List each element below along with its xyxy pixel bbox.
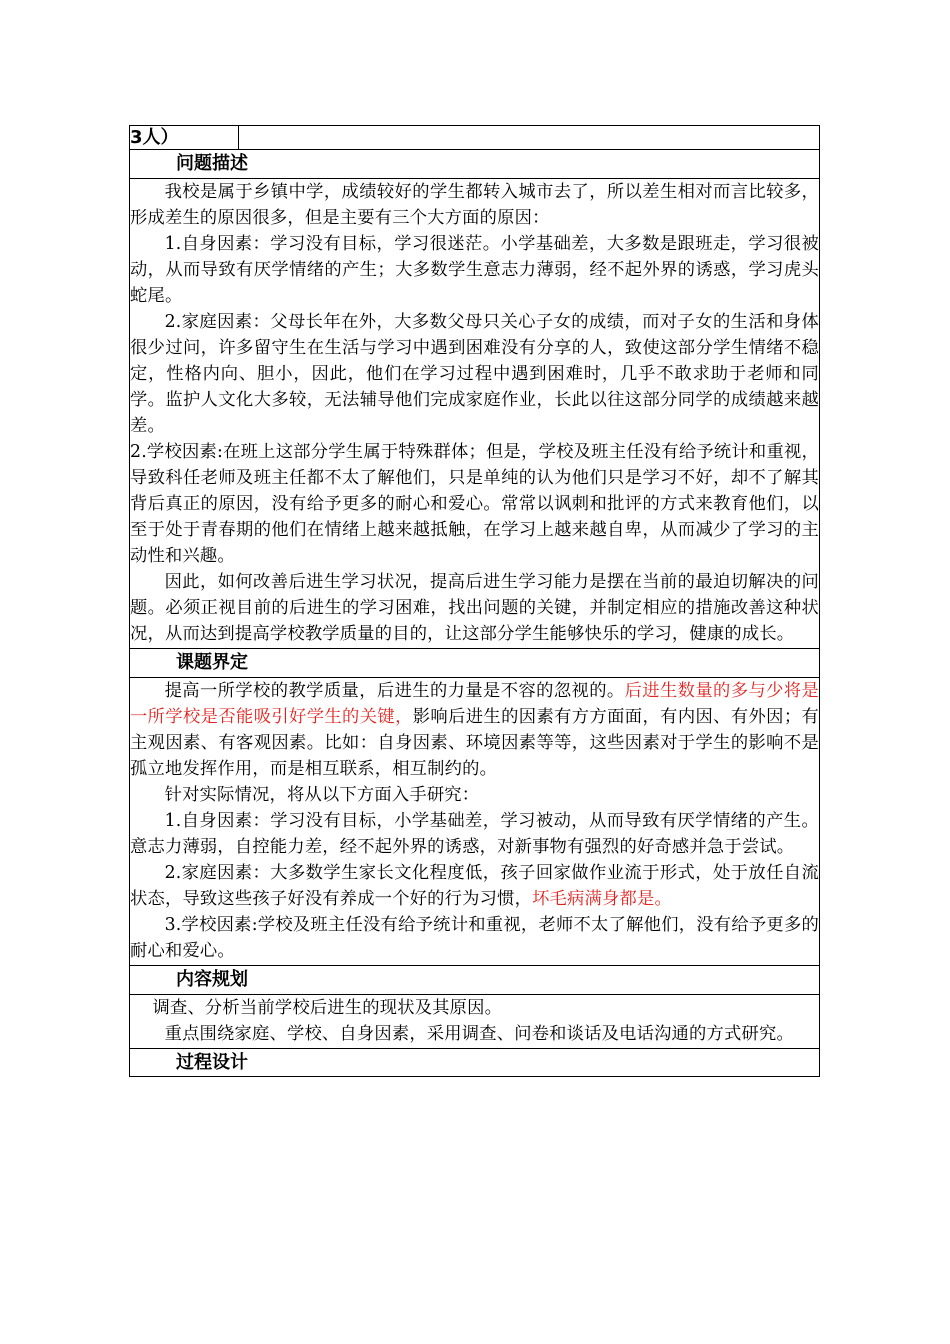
paragraph: 因此，如何改善后进生学习状况，提高后进生学习能力是摆在当前的最迫切解决的问题。必须正视目前的后进生的学习困难，找出问题的关键，并制定相应的措施改善这种状况，从而达到提高学校教学质量的目的，让这部分学生能够快乐的学习，健康的成长。 <box>130 572 819 644</box>
paragraph: 我校是属于乡镇中学，成绩较好的学生都转入城市去了，所以差生相对而言比较多，形成差生的原因很多，但是主要有三个大方面的原因： <box>130 182 819 228</box>
paragraph: 针对实际情况，将从以下方面入手研究： <box>164 785 480 805</box>
highlighted-text: 后进生数量的多与少将是一所学校是否能吸引好学生的关键， <box>130 681 819 727</box>
paragraph: 3.学校因素:学校及班主任没有给予统计和重视，老师不太了解他们，没有给予更多的耐心和爱心。 <box>130 915 819 961</box>
document-table <box>129 125 820 1077</box>
participant-count-cell: 3人） <box>130 126 239 149</box>
section-heading-problem: 问题描述 <box>130 149 819 178</box>
table-header-row <box>130 126 819 149</box>
text-span: 影响后进生的因素有方方面面，有内因、有外因；有主观因素、有客观因素。比如：自身因素、环境因素等等，这些因素对于学生的影响不是孤立地发挥作用，而是相互联系，相互制约的。 <box>130 707 819 779</box>
paragraph <box>130 678 819 782</box>
highlighted-text: 坏毛病满身都是。 <box>532 889 672 909</box>
paragraph: 1.自身因素：学习没有目标，学习很迷茫。小学基础差，大多数是跟班走，学习很被动，从而导致有厌学情绪的产生；大多数学生意志力薄弱，经不起外界的诱惑，学习虎头蛇尾。 <box>130 234 819 306</box>
paragraph: 2.学校因素:在班上这部分学生属于特殊群体；但是，学校及班主任没有给予统计和重视，导致科任老师及班主任都不太了解他们，只是单纯的认为他们只是学习不好，却不了解其背后真正的原因，没有给予更多的耐心和爱心。常常以讽刺和批评的方式来教育他们，以至于处于青春期的他们在情绪上越来越抵触，在学习上越来越自卑，从而减少了学习的主动性和兴趣。 <box>130 442 819 566</box>
section-heading-definition: 课题界定 <box>130 648 819 677</box>
text-span: 提高一所学校的教学质量，后进生的力量是不容的忽视的。 <box>164 681 625 701</box>
text-span: 2.家庭因素：大多数学生家长文化程度低，孩子回家做作业流于形式，处于放任自流状态，导致这些孩子好没有养成一个好的行为习惯， <box>130 863 819 909</box>
paragraph: 重点围绕家庭、学校、自身因素，采用调查、问卷和谈话及电话沟通的方式研究。 <box>164 1024 794 1044</box>
section-heading-content-plan: 内容规划 <box>130 965 819 994</box>
paragraph: 2.家庭因素：父母长年在外，大多数父母只关心子女的成绩，而对子女的生活和身体很少过问，许多留守生在生活与学习中遇到困难没有分享的人，致使这部分学生情绪不稳定，性格内向、胆小，因此，他们在学习过程中遇到困难时，几乎不敢求助于老师和同学。监护人文化大多较，无法辅导他们完成家庭作业，长此以往这部分同学的成绩越来越差。 <box>130 312 819 436</box>
section-heading-process-design: 过程设计 <box>130 1048 819 1076</box>
paragraph: 1.自身因素：学习没有目标，小学基础差，学习被动，从而导致有厌学情绪的产生。意志力薄弱，自控能力差，经不起外界的诱惑，对新事物有强烈的好奇感并急于尝试。 <box>130 811 819 857</box>
paragraph: 调查、分析当前学校后进生的现状及其原因。 <box>152 998 503 1018</box>
paragraph <box>130 860 819 912</box>
section-body-content-plan <box>130 994 819 1048</box>
section-body-definition <box>130 677 819 965</box>
empty-cell <box>239 126 819 149</box>
section-body-problem <box>130 178 819 648</box>
